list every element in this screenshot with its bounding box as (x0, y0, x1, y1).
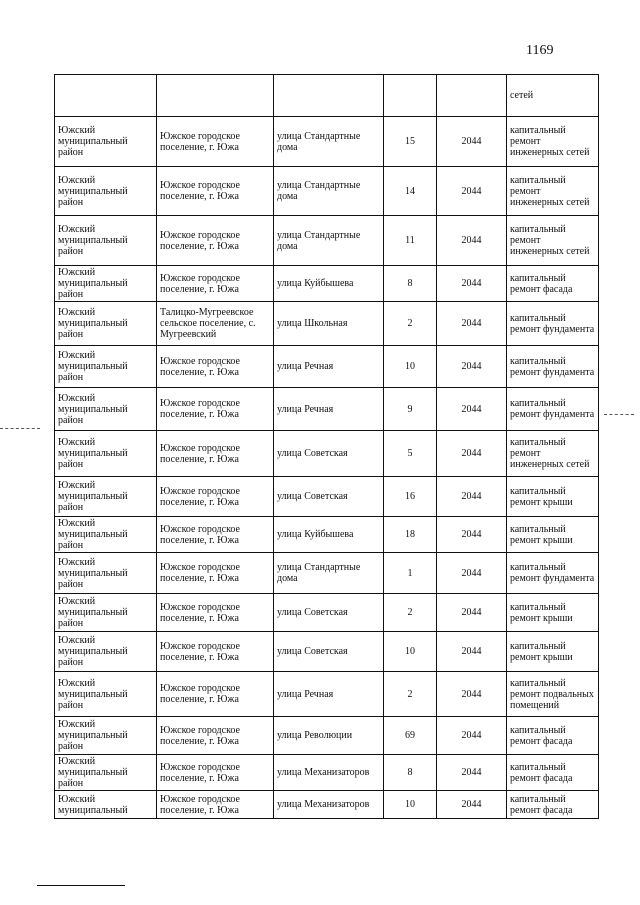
cell-settlement: Южское городское поселение, г. Южа (157, 431, 274, 477)
table-row (55, 632, 599, 672)
scan-artifact-right (604, 414, 634, 415)
table-row (55, 388, 599, 431)
cell-settlement: Южское городское поселение, г. Южа (157, 346, 274, 388)
cell-street: улица Стандартные дома (274, 167, 384, 216)
cell-area: Южский муниципальный район (55, 266, 157, 302)
cell-house: 1 (384, 553, 437, 594)
cell-year (437, 75, 507, 117)
cell-work: капитальный ремонт инженерных сетей (507, 117, 599, 167)
cell-street: улица Куйбышева (274, 517, 384, 553)
cell-house: 10 (384, 346, 437, 388)
cell-settlement: Талицко-Мугреевское сельское поселение, с. Мугреевский (157, 302, 274, 346)
cell-area: Южский муниципальный (55, 791, 157, 819)
table-row (55, 594, 599, 632)
cell-area: Южский муниципальный район (55, 477, 157, 517)
cell-area: Южский муниципальный район (55, 388, 157, 431)
cell-year: 2044 (437, 594, 507, 632)
cell-settlement: Южское городское поселение, г. Южа (157, 553, 274, 594)
cell-work: капитальный ремонт фасада (507, 717, 599, 755)
cell-area: Южский муниципальный район (55, 755, 157, 791)
cell-settlement: Южское городское поселение, г. Южа (157, 388, 274, 431)
cell-street: улица Революции (274, 717, 384, 755)
cell-street: улица Речная (274, 346, 384, 388)
cell-work: капитальный ремонт фундамента (507, 388, 599, 431)
cell-street: улица Школьная (274, 302, 384, 346)
cell-year: 2044 (437, 553, 507, 594)
cell-house: 14 (384, 167, 437, 216)
cell-settlement (157, 75, 274, 117)
cell-work: капитальный ремонт крыши (507, 632, 599, 672)
cell-street: улица Речная (274, 388, 384, 431)
cell-street: улица Советская (274, 477, 384, 517)
cell-area: Южский муниципальный район (55, 632, 157, 672)
cell-street: улица Советская (274, 632, 384, 672)
cell-settlement: Южское городское поселение, г. Южа (157, 117, 274, 167)
cell-area: Южский муниципальный район (55, 517, 157, 553)
cell-settlement: Южское городское поселение, г. Южа (157, 266, 274, 302)
cell-settlement: Южское городское поселение, г. Южа (157, 717, 274, 755)
cell-year: 2044 (437, 431, 507, 477)
cell-area: Южский муниципальный район (55, 302, 157, 346)
cell-area: Южский муниципальный район (55, 431, 157, 477)
cell-area: Южский муниципальный район (55, 117, 157, 167)
cell-area: Южский муниципальный район (55, 594, 157, 632)
cell-settlement: Южское городское поселение, г. Южа (157, 517, 274, 553)
cell-house: 18 (384, 517, 437, 553)
cell-work: капитальный ремонт инженерных сетей (507, 167, 599, 216)
cell-work: капитальный ремонт фундамента (507, 553, 599, 594)
cell-work: капитальный ремонт фасада (507, 791, 599, 819)
cell-area: Южский муниципальный район (55, 167, 157, 216)
cell-house: 8 (384, 755, 437, 791)
cell-area: Южский муниципальный район (55, 216, 157, 266)
housing-repair-table (54, 74, 599, 819)
table-row (55, 266, 599, 302)
cell-work: сетей (507, 75, 599, 117)
cell-street: улица Стандартные дома (274, 117, 384, 167)
cell-year: 2044 (437, 791, 507, 819)
cell-house: 2 (384, 594, 437, 632)
table-row (55, 431, 599, 477)
cell-house: 69 (384, 717, 437, 755)
cell-house: 16 (384, 477, 437, 517)
cell-year: 2044 (437, 388, 507, 431)
cell-year: 2044 (437, 632, 507, 672)
cell-work: капитальный ремонт фундамента (507, 346, 599, 388)
cell-year: 2044 (437, 672, 507, 717)
cell-house: 10 (384, 632, 437, 672)
cell-area: Южский муниципальный район (55, 553, 157, 594)
cell-street (274, 75, 384, 117)
table-row (55, 717, 599, 755)
cell-settlement: Южское городское поселение, г. Южа (157, 594, 274, 632)
cell-year: 2044 (437, 216, 507, 266)
cell-street: улица Куйбышева (274, 266, 384, 302)
cell-work: капитальный ремонт инженерных сетей (507, 216, 599, 266)
cell-street: улица Стандартные дома (274, 216, 384, 266)
scan-artifact-left (0, 428, 40, 429)
cell-settlement: Южское городское поселение, г. Южа (157, 477, 274, 517)
cell-area: Южский муниципальный район (55, 346, 157, 388)
cell-house: 15 (384, 117, 437, 167)
cell-house (384, 75, 437, 117)
cell-street: улица Механизаторов (274, 791, 384, 819)
table-row (55, 302, 599, 346)
cell-year: 2044 (437, 167, 507, 216)
cell-house: 11 (384, 216, 437, 266)
cell-street: улица Механизаторов (274, 755, 384, 791)
cell-work: капитальный ремонт крыши (507, 594, 599, 632)
cell-work: капитальный ремонт подвальных помещений (507, 672, 599, 717)
table-row (55, 117, 599, 167)
cell-street: улица Советская (274, 594, 384, 632)
cell-work: капитальный ремонт фасада (507, 266, 599, 302)
cell-year: 2044 (437, 346, 507, 388)
cell-year: 2044 (437, 477, 507, 517)
footnote-rule (37, 885, 125, 886)
cell-settlement: Южское городское поселение, г. Южа (157, 672, 274, 717)
cell-work: капитальный ремонт фундамента (507, 302, 599, 346)
cell-house: 2 (384, 672, 437, 717)
cell-year: 2044 (437, 117, 507, 167)
cell-street: улица Советская (274, 431, 384, 477)
page-number: 1169 (526, 43, 554, 58)
table-row (55, 216, 599, 266)
cell-settlement: Южское городское поселение, г. Южа (157, 791, 274, 819)
cell-house: 2 (384, 302, 437, 346)
cell-street: улица Речная (274, 672, 384, 717)
cell-year: 2044 (437, 266, 507, 302)
cell-year: 2044 (437, 755, 507, 791)
table-row (55, 517, 599, 553)
table-row (55, 346, 599, 388)
table-row (55, 75, 599, 117)
cell-house: 8 (384, 266, 437, 302)
cell-year: 2044 (437, 517, 507, 553)
table-row (55, 755, 599, 791)
cell-settlement: Южское городское поселение, г. Южа (157, 632, 274, 672)
table-row (55, 791, 599, 819)
cell-work: капитальный ремонт крыши (507, 477, 599, 517)
cell-area: Южский муниципальный район (55, 717, 157, 755)
cell-year: 2044 (437, 302, 507, 346)
cell-area: Южский муниципальный район (55, 672, 157, 717)
cell-settlement: Южское городское поселение, г. Южа (157, 216, 274, 266)
cell-work: капитальный ремонт фасада (507, 755, 599, 791)
cell-street: улица Стандартные дома (274, 553, 384, 594)
table-row (55, 167, 599, 216)
cell-house: 10 (384, 791, 437, 819)
cell-house: 5 (384, 431, 437, 477)
cell-area (55, 75, 157, 117)
table-row (55, 477, 599, 517)
cell-work: капитальный ремонт крыши (507, 517, 599, 553)
cell-house: 9 (384, 388, 437, 431)
table-row (55, 672, 599, 717)
cell-year: 2044 (437, 717, 507, 755)
cell-settlement: Южское городское поселение, г. Южа (157, 755, 274, 791)
table-row (55, 553, 599, 594)
cell-work: капитальный ремонт инженерных сетей (507, 431, 599, 477)
cell-settlement: Южское городское поселение, г. Южа (157, 167, 274, 216)
